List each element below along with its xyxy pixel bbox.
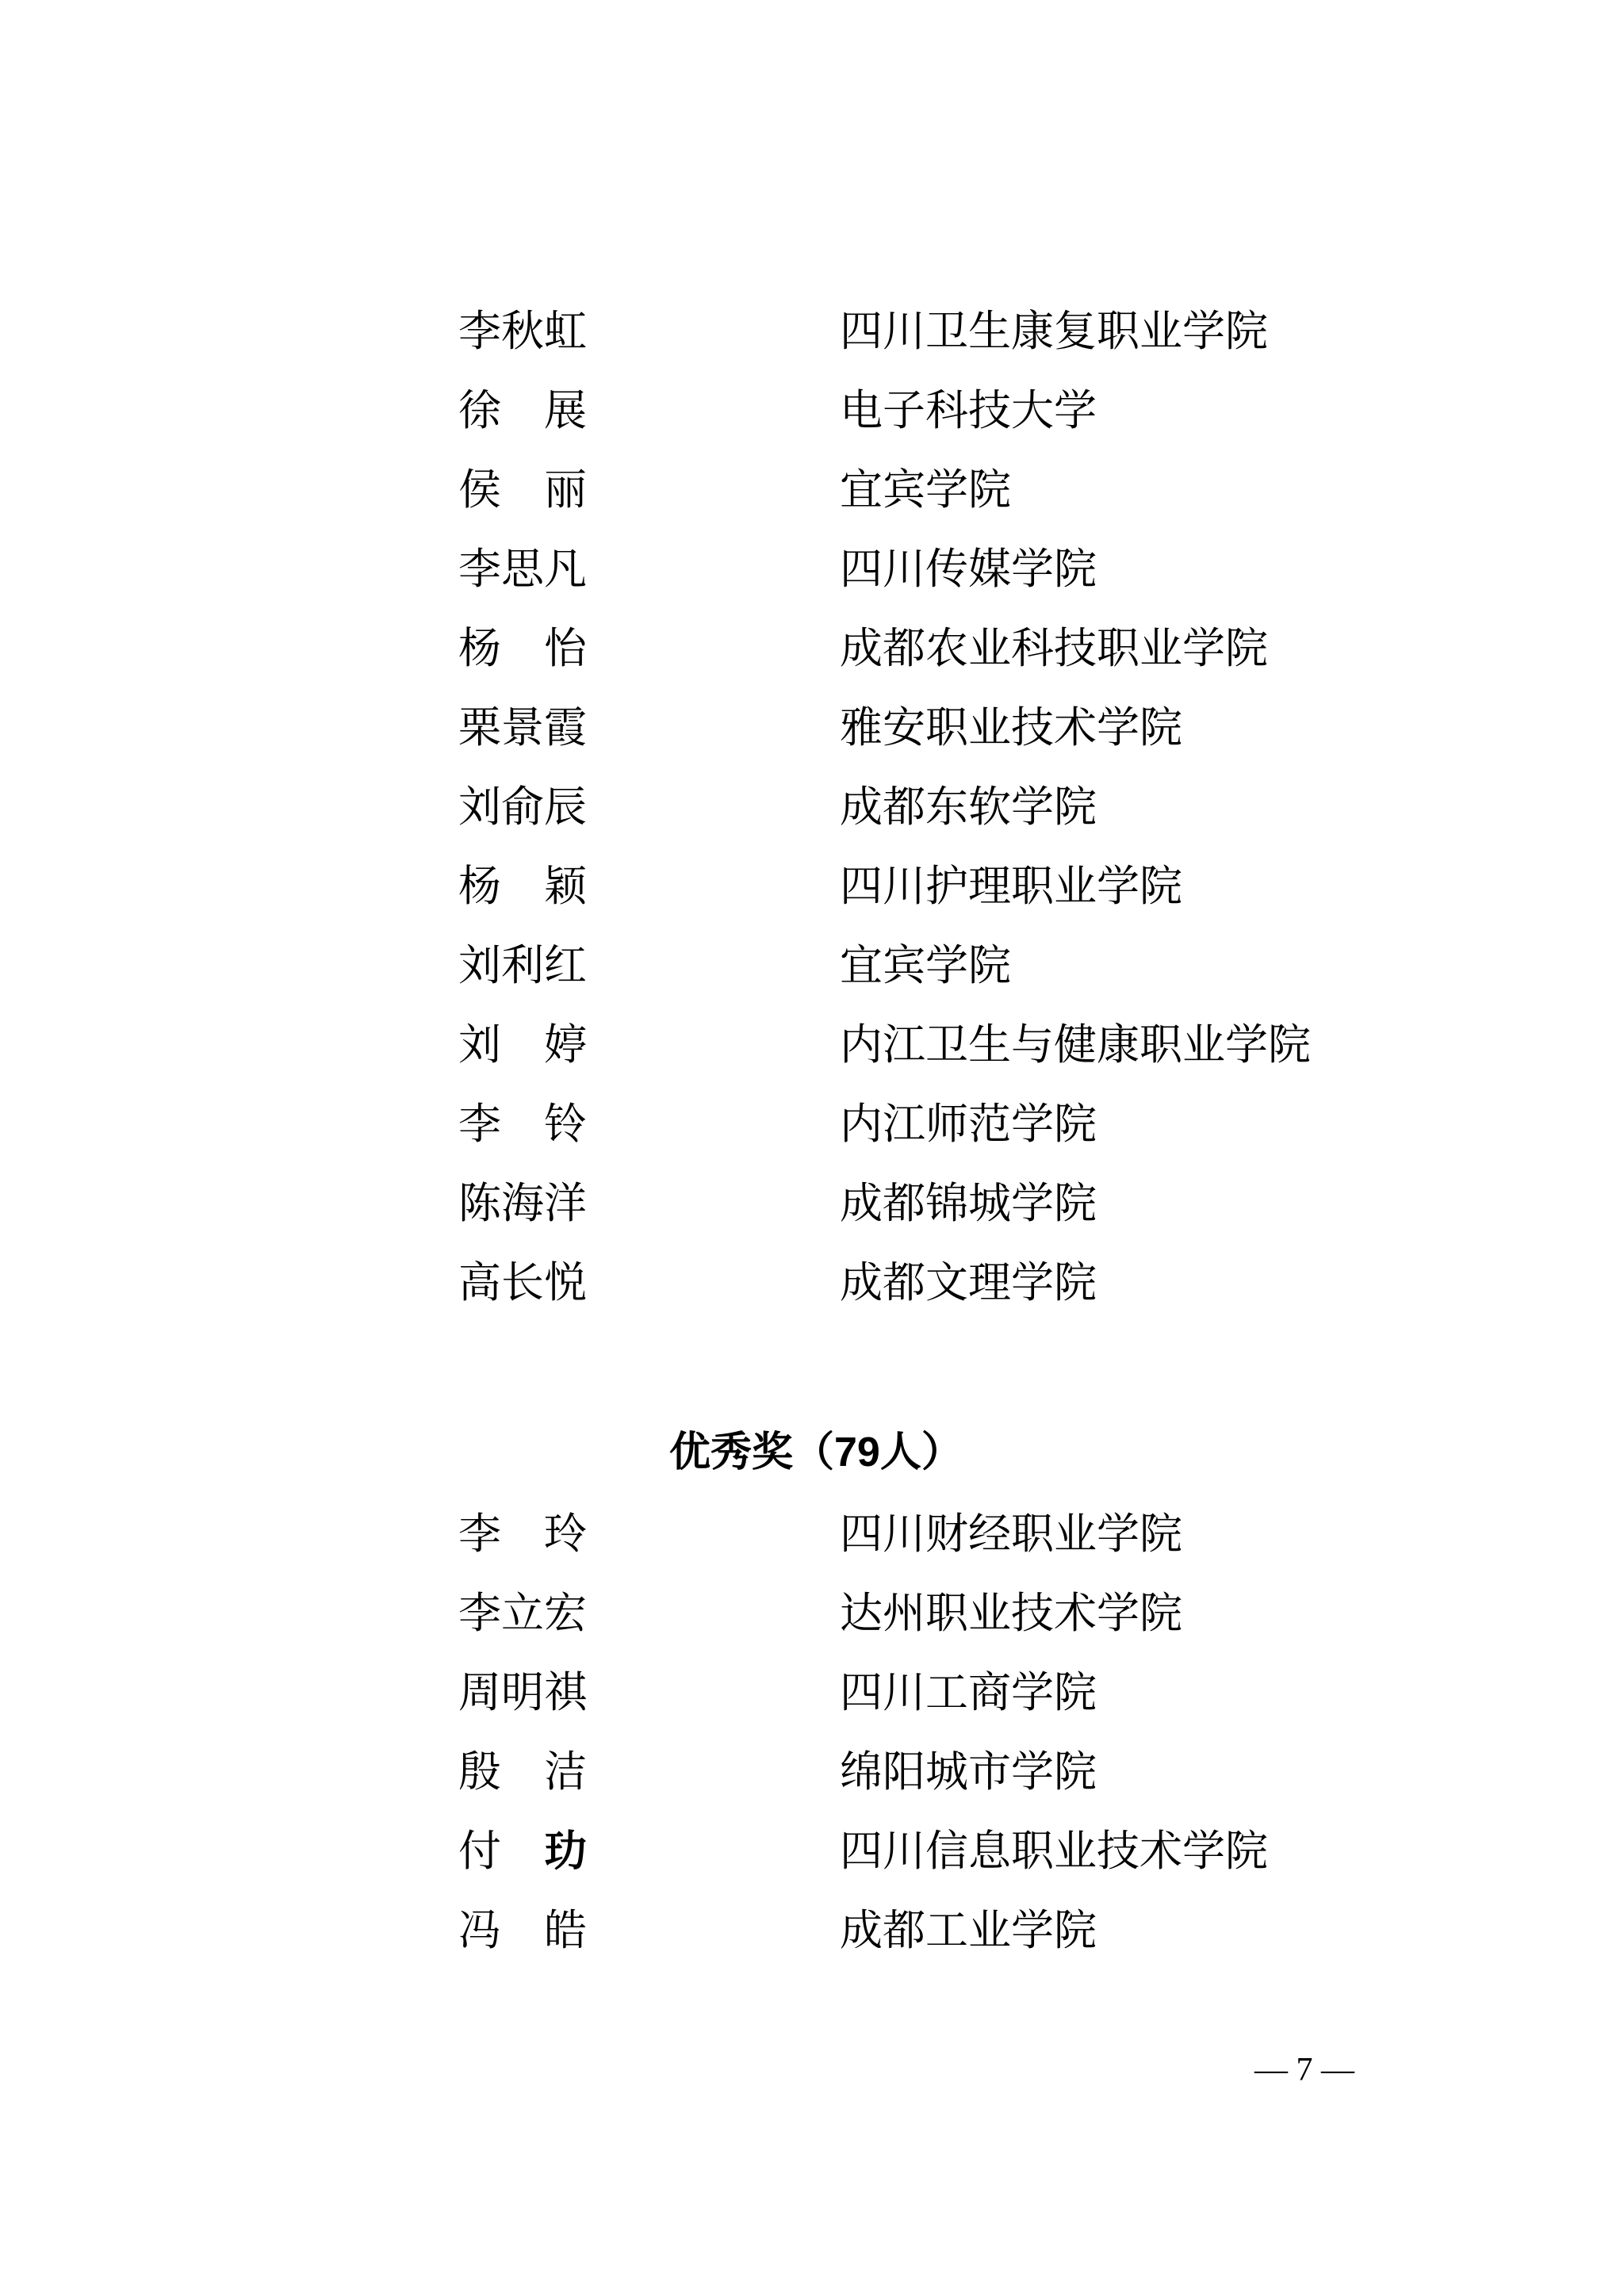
award-row <box>458 1243 1346 1322</box>
award-row <box>458 1494 1346 1574</box>
award-row <box>458 609 1346 688</box>
awardee-institution: 四川工商学院 <box>840 1669 1097 1716</box>
awardee-institution: 成都农业科技职业学院 <box>840 625 1268 672</box>
awardee-name: 李 玲 <box>458 1510 587 1558</box>
award-row <box>458 1653 1346 1732</box>
award-row <box>458 1732 1346 1812</box>
awardee-name: 刘 婷 <box>458 1021 587 1069</box>
awardee-institution: 成都锦城学院 <box>840 1180 1097 1227</box>
awardee-institution: 电子科技大学 <box>840 387 1097 434</box>
award-row <box>458 371 1346 450</box>
award-row <box>458 926 1346 1005</box>
award-row <box>458 1812 1346 1891</box>
awardee-institution: 四川信息职业技术学院 <box>840 1827 1268 1875</box>
award-list-top <box>458 292 1346 1322</box>
awardee-institution: 宜宾学院 <box>840 466 1011 514</box>
awardee-name: 侯 丽 <box>458 466 587 514</box>
awardee-name: 栗景霞 <box>458 704 587 752</box>
awardee-institution: 达州职业技术学院 <box>840 1590 1182 1637</box>
awardee-name: 冯 皓 <box>458 1907 587 1954</box>
awardee-name: 付 玏 <box>458 1827 587 1875</box>
awardee-name: 周明祺 <box>458 1669 587 1716</box>
award-row <box>458 450 1346 530</box>
awardee-institution: 内江师范学院 <box>840 1100 1097 1148</box>
award-row <box>458 1164 1346 1243</box>
award-row <box>458 688 1346 767</box>
awardee-institution: 内江卫生与健康职业学院 <box>840 1021 1311 1069</box>
awardee-name: 徐 展 <box>458 387 587 434</box>
awardee-institution: 成都工业学院 <box>840 1907 1097 1954</box>
awardee-institution: 绵阳城市学院 <box>840 1748 1097 1796</box>
award-row <box>458 1574 1346 1653</box>
awardee-name: 李立宏 <box>458 1590 587 1637</box>
awardee-name: 刘利红 <box>458 942 587 989</box>
award-row <box>458 1891 1346 1970</box>
awardee-institution: 四川财经职业学院 <box>840 1510 1182 1558</box>
award-row <box>458 847 1346 926</box>
awardee-name: 殷 洁 <box>458 1748 587 1796</box>
awardee-institution: 四川护理职业学院 <box>840 863 1182 910</box>
award-row <box>458 767 1346 847</box>
awardee-name: 李思凡 <box>458 545 587 593</box>
award-row <box>458 1005 1346 1085</box>
awardee-name: 陈海洋 <box>458 1180 587 1227</box>
awardee-institution: 成都文理学院 <box>840 1259 1097 1307</box>
awardee-name: 刘俞辰 <box>458 783 587 831</box>
award-row <box>458 1085 1346 1164</box>
awardee-name: 杨 颖 <box>458 863 587 910</box>
awardee-name: 李 铃 <box>458 1100 587 1148</box>
section-heading-excellence-award: 优秀奖（79人） <box>669 1429 963 1475</box>
award-list-excellence <box>458 1494 1346 1970</box>
awardee-institution: 宜宾学院 <box>840 942 1011 989</box>
awardee-institution: 成都东软学院 <box>840 783 1097 831</box>
awardee-name: 高长悦 <box>458 1259 587 1307</box>
awardee-institution: 四川传媒学院 <box>840 545 1097 593</box>
page-number: — 7 — <box>1254 2052 1354 2088</box>
award-row <box>458 292 1346 371</box>
awardee-institution: 四川卫生康复职业学院 <box>840 308 1268 355</box>
awardee-name: 李秋虹 <box>458 308 587 355</box>
award-row <box>458 530 1346 609</box>
awardee-name: 杨 怡 <box>458 625 587 672</box>
awardee-institution: 雅安职业技术学院 <box>840 704 1182 752</box>
